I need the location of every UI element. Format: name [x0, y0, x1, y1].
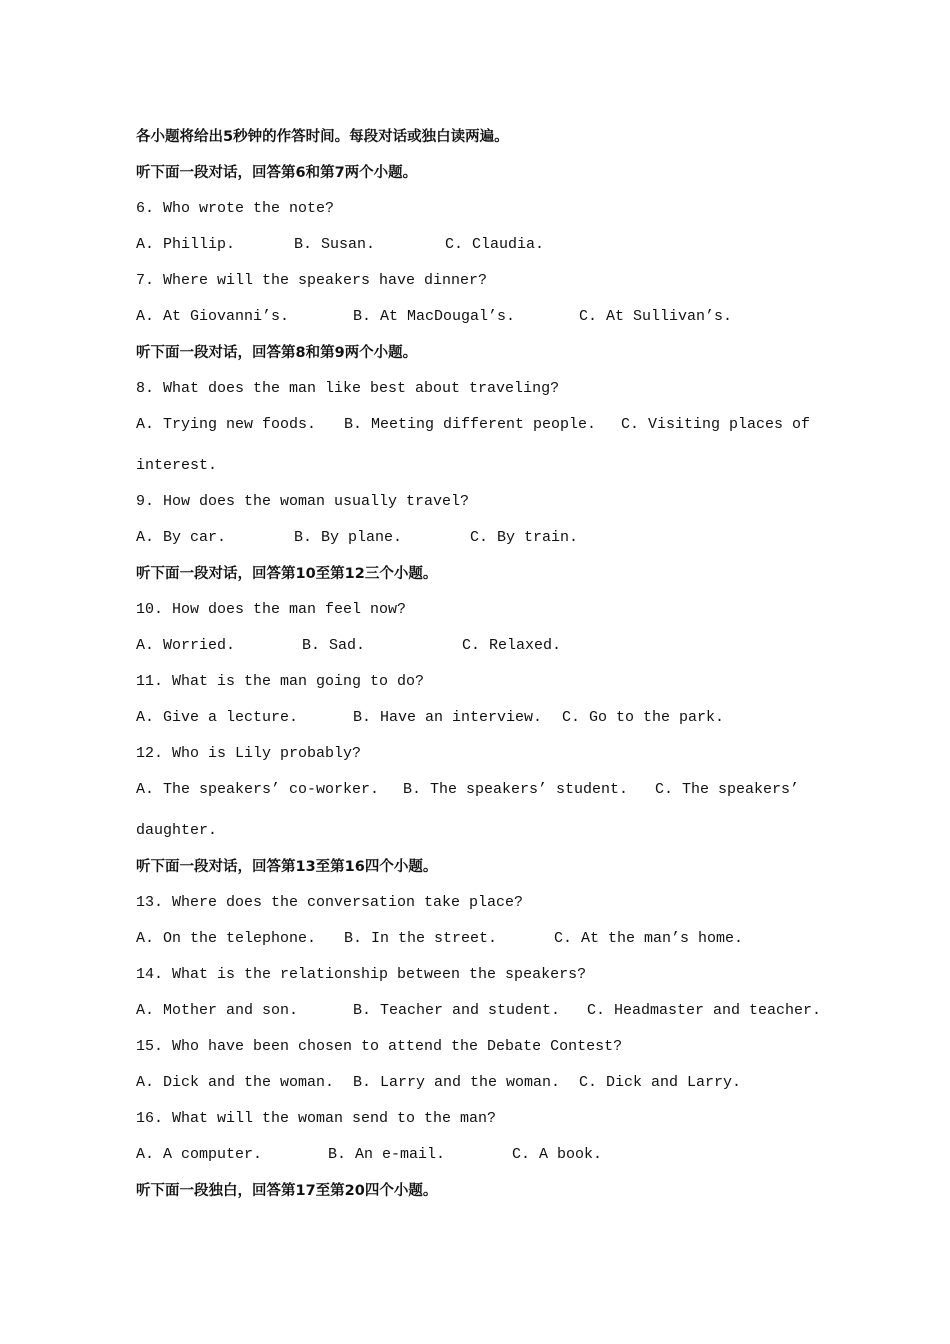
option-a: A. Worried.: [136, 637, 236, 654]
option-a: A. Phillip.: [136, 236, 236, 253]
option-a: A. Mother and son.: [136, 1002, 299, 1019]
question-text: 11. What is the man going to do?: [136, 673, 425, 690]
option-a: A. The speakers’ co-worker.: [136, 781, 380, 798]
option-b: B. Susan.: [294, 236, 376, 253]
question-text: 6. Who wrote the note?: [136, 200, 335, 217]
option-c: C. At the man’s home.: [554, 930, 744, 947]
option-a: A. By car.: [136, 529, 227, 546]
option-c: C. The speakers’: [655, 781, 800, 798]
option-b: B. Have an interview.: [353, 709, 543, 726]
option-b: B. Teacher and student.: [353, 1002, 561, 1019]
section-heading: 听下面一段对话，回答第13至第16四个小题。: [136, 859, 438, 875]
option-b: B. In the street.: [344, 930, 498, 947]
option-b: B. The speakers’ student.: [403, 781, 629, 798]
option-c: C. At Sullivan’s.: [579, 308, 733, 325]
option-c: C. Dick and Larry.: [579, 1074, 742, 1091]
option-b: B. An e-mail.: [328, 1146, 446, 1163]
section-heading: 听下面一段对话，回答第10至第12三个小题。: [136, 566, 438, 582]
question-text: 10. How does the man feel now?: [136, 601, 407, 618]
intro-line: 各小题将给出5秒钟的作答时间。每段对话或独白读两遍。: [136, 129, 509, 145]
option-b: B. Meeting different people.: [344, 416, 597, 433]
option-c: C. Visiting places of: [621, 416, 811, 433]
option-continuation: daughter.: [136, 822, 218, 839]
option-a: A. A computer.: [136, 1146, 263, 1163]
option-a: A. Dick and the woman.: [136, 1074, 335, 1091]
question-text: 9. How does the woman usually travel?: [136, 493, 470, 510]
option-c: C. By train.: [470, 529, 579, 546]
option-c: C. Headmaster and teacher.: [587, 1002, 822, 1019]
option-b: B. By plane.: [294, 529, 403, 546]
question-text: 13. Where does the conversation take place?: [136, 894, 524, 911]
option-c: C. A book.: [512, 1146, 603, 1163]
option-continuation: interest.: [136, 457, 218, 474]
option-c: C. Claudia.: [445, 236, 545, 253]
section-heading: 听下面一段对话，回答第6和第7两个小题。: [136, 165, 418, 181]
option-b: B. At MacDougal’s.: [353, 308, 516, 325]
option-a: A. At Giovanni’s.: [136, 308, 290, 325]
question-text: 14. What is the relationship between the speakers?: [136, 966, 587, 983]
option-a: A. On the telephone.: [136, 930, 317, 947]
option-a: A. Trying new foods.: [136, 416, 317, 433]
question-text: 7. Where will the speakers have dinner?: [136, 272, 488, 289]
section-heading: 听下面一段对话，回答第8和第9两个小题。: [136, 345, 418, 361]
question-text: 15. Who have been chosen to attend the Debate Contest?: [136, 1038, 623, 1055]
option-b: B. Larry and the woman.: [353, 1074, 561, 1091]
option-a: A. Give a lecture.: [136, 709, 299, 726]
section-heading: 听下面一段独白，回答第17至第20四个小题。: [136, 1183, 438, 1199]
option-b: B. Sad.: [302, 637, 366, 654]
question-text: 8. What does the man like best about traveling?: [136, 380, 560, 397]
question-text: 12. Who is Lily probably?: [136, 745, 362, 762]
question-text: 16. What will the woman send to the man?: [136, 1110, 497, 1127]
option-c: C. Go to the park.: [562, 709, 725, 726]
option-c: C. Relaxed.: [462, 637, 562, 654]
